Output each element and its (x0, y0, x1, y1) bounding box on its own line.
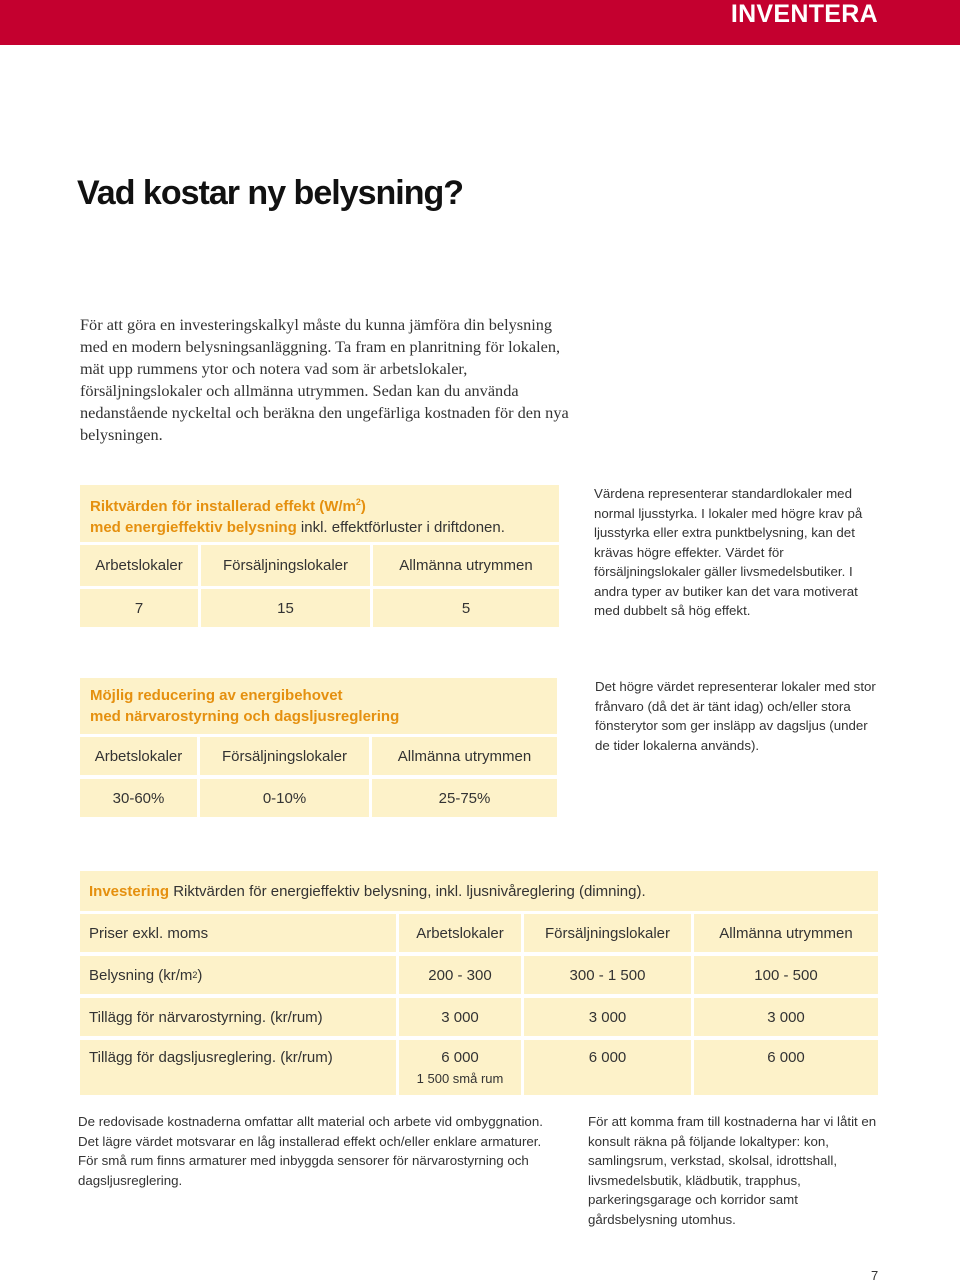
intro-paragraph: För att göra en investeringskalkyl måste du kunna jämföra din belysning med en modern belysningsanläggning. Ta fram en planritning för lokalen, mät upp rummens ytor och notera vad som är arbetslokaler, försäljningslokaler och allmänna utrymmen. Sedan kan du använda nedanstående nyckeltal och beräkna den ungefärliga kostnaden för den nya belysningen. (80, 315, 569, 444)
investment-value: 6 000 (441, 1049, 479, 1066)
investment-value: 6 000 (694, 1040, 878, 1095)
investment-column-header: Allmänna utrymmen (694, 914, 878, 952)
effect-note: Värdena representerar standardlokaler med normal ljusstyrka. I lokaler med högre krav på ljusstyrka eller extra punktbelysning, kan det krävas högre effekter. Värdet för försäljningslokaler gäller livsmedelsbutiker. I andra typer av butiker kan det vara motiverat med dubbelt så hög effekt. (594, 486, 863, 618)
reduction-note: Det högre värdet representerar lokaler med stor frånvaro (då det är tänt idag) och/eller stora fönsterytor som ger insläpp av dagsljus (under de tider lokalerna används). (595, 679, 876, 753)
footer-note-right: För att komma fram till kostnaderna har vi låtit en konsult räkna på följande lokaltyper: kon, samlingsrum, verkstad, skolsal, idrottshall, livsmedelsbutik, klädbutik, trapphus, parkeringsgarage och korridor samt gårdsbelysning utomhus. (588, 1114, 877, 1227)
reduction-column-header: Arbetslokaler (80, 737, 197, 775)
row-label-text: Belysning (kr/m (89, 966, 193, 984)
investment-title-rest: Riktvärden för energieffektiv belysning, inkl. ljusnivåreglering (dimning). (173, 882, 646, 900)
reduction-value: 25-75% (372, 779, 557, 817)
investment-value: 100 - 500 (694, 956, 878, 994)
page-number: 7 (871, 1268, 879, 1283)
investment-table-title (80, 871, 878, 911)
effect-title-line1: Riktvärden för installerad effekt (W/m (90, 498, 356, 515)
reduction-column-header: Allmänna utrymmen (372, 737, 557, 775)
investment-column-header: Arbetslokaler (399, 914, 521, 952)
effect-title-close: ) (360, 498, 366, 515)
investment-header-label: Priser exkl. moms (80, 914, 396, 952)
investment-row-label (80, 956, 396, 994)
effect-value: 15 (201, 589, 370, 627)
footer-note-left: De redovisade kostnaderna omfattar allt material och arbete vid ombyggnation. Det lägre värdet motsvarar en låg installerad effekt och/eller enklare armaturer. För små rum finns armaturer med inbyggda sensorer för närvarostyrning och dagsljusreglering. (78, 1114, 543, 1188)
investment-row-label: Tillägg för närvarostyrning. (kr/rum) (80, 998, 396, 1036)
page-title: Vad kostar ny belysning? (77, 174, 464, 212)
investment-sub-note: 1 500 små rum (416, 1071, 504, 1086)
investment-value: 300 - 1 500 (524, 956, 691, 994)
reduction-title-line2: med närvarostyrning och dagsljusreglering (90, 708, 400, 725)
investment-title-bold: Investering (89, 882, 170, 900)
investment-value: 3 000 (524, 998, 691, 1036)
reduction-value: 0-10% (200, 779, 369, 817)
row-label-close: ) (197, 966, 203, 984)
effect-table-title (80, 485, 559, 542)
effect-column-header: Försäljningslokaler (201, 545, 370, 586)
investment-value: 3 000 (399, 998, 521, 1036)
effect-column-header: Allmänna utrymmen (373, 545, 559, 586)
reduction-title-line1: Möjlig reducering av energibehovet (90, 687, 343, 704)
effect-title-line2: med energieffektiv belysning (90, 519, 297, 536)
effect-column-header: Arbetslokaler (80, 545, 198, 586)
section-title: INVENTERA (730, 0, 878, 28)
row-label-sup: 2 (192, 970, 198, 980)
investment-value-cell (399, 1040, 521, 1095)
reduction-value: 30-60% (80, 779, 197, 817)
header-banner (0, 0, 960, 45)
investment-row-label: Tillägg för dagsljusreglering. (kr/rum) (80, 1040, 396, 1095)
effect-title-sup: 2 (355, 497, 361, 507)
effect-value: 5 (373, 589, 559, 627)
investment-value: 3 000 (694, 998, 878, 1036)
effect-value: 7 (80, 589, 198, 627)
reduction-table-title (80, 678, 557, 734)
investment-column-header: Försäljningslokaler (524, 914, 691, 952)
effect-title-suffix: inkl. effektförluster i driftdonen. (300, 519, 505, 536)
investment-value: 200 - 300 (399, 956, 521, 994)
investment-value: 6 000 (524, 1040, 691, 1095)
reduction-column-header: Försäljningslokaler (200, 737, 369, 775)
